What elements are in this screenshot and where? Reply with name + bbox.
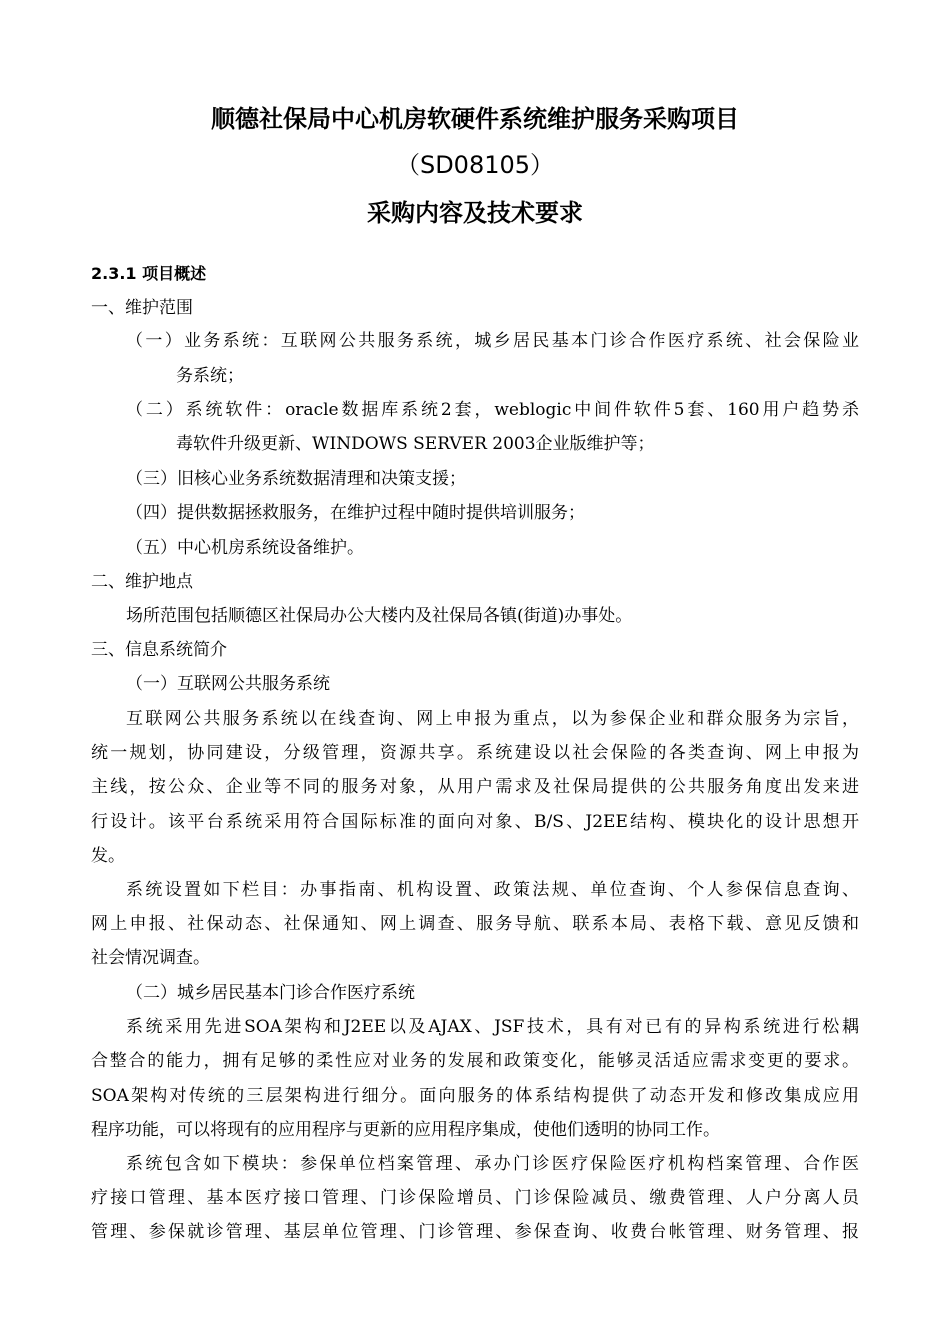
list-item: （一）互联网公共服务系统 — [126, 674, 330, 694]
paragraph-line: 系统设置如下栏目：办事指南、机构设置、政策法规、单位查询、个人参保信息查询、 — [126, 880, 859, 900]
list-item: 毒软件升级更新、WINDOWS SERVER 2003企业版维护等； — [176, 434, 655, 454]
paragraph-line: 系统采用先进SOA架构和J2EE以及AJAX、JSF技术，具有对已有的异构系统进行松耦 — [126, 1017, 859, 1037]
paragraph-line: 统一规划，协同建设，分级管理，资源共享。系统建设以社会保险的各类查询、网上申报为 — [91, 743, 859, 763]
list-item: 三、信息系统简介 — [91, 640, 227, 660]
paragraph-line: 社会情况调查。 — [91, 948, 210, 968]
document-title: 顺德社保局中心机房软硬件系统维护服务采购项目 — [211, 105, 739, 133]
paragraph-line: 发。 — [91, 846, 125, 866]
paragraph-line: 管理、参保就诊管理、基层单位管理、门诊管理、参保查询、收费台帐管理、财务管理、报 — [91, 1222, 859, 1242]
list-item: 一、维护范围 — [91, 298, 193, 318]
section-heading: 2.3.1 项目概述 — [91, 264, 207, 283]
list-item: （三）旧核心业务系统数据清理和决策支援； — [126, 469, 466, 489]
paragraph-line: SOA架构对传统的三层架构进行细分。面向服务的体系结构提供了动态开发和修改集成应用 — [91, 1086, 859, 1106]
paragraph-line: 行设计。该平台系统采用符合国际标准的面向对象、B/S、J2EE结构、模块化的设计思想开 — [91, 812, 859, 832]
list-item: （一）业务系统：互联网公共服务系统，城乡居民基本门诊合作医疗系统、社会保险业 — [126, 331, 859, 351]
paragraph-line: 程序功能，可以将现有的应用程序与更新的应用程序集成，使他们透明的协同工作。 — [91, 1120, 720, 1140]
paragraph-line: 合整合的能力，拥有足够的柔性应对业务的发展和政策变化，能够灵活适应需求变更的要求。 — [91, 1051, 859, 1071]
paragraph-line: 场所范围包括顺德区社保局办公大楼内及社保局各镇(街道)办事处。 — [126, 606, 633, 626]
paragraph-line: 网上申报、社保动态、社保通知、网上调查、服务导航、联系本局、表格下载、意见反馈和 — [91, 914, 859, 934]
project-code: （SD08105） — [395, 151, 555, 179]
list-item: （二）城乡居民基本门诊合作医疗系统 — [126, 983, 415, 1003]
paragraph-line: 疗接口管理、基本医疗接口管理、门诊保险增员、门诊保险减员、缴费管理、人户分离人员 — [91, 1188, 859, 1208]
list-item: 务系统； — [176, 366, 244, 386]
paragraph-line: 互联网公共服务系统以在线查询、网上申报为重点，以为参保企业和群众服务为宗旨， — [126, 709, 859, 729]
list-item: 二、维护地点 — [91, 572, 193, 592]
document-subtitle: 采购内容及技术要求 — [367, 199, 583, 227]
paragraph-line: 系统包含如下模块：参保单位档案管理、承办门诊医疗保险医疗机构档案管理、合作医 — [126, 1154, 859, 1174]
list-item: （四）提供数据拯救服务，在维护过程中随时提供培训服务； — [126, 503, 585, 523]
paragraph-line: 主线，按公众、企业等不同的服务对象，从用户需求及社保局提供的公共服务角度出发来进 — [91, 777, 859, 797]
list-item: （二）系统软件：oracle数据库系统2套，weblogic中间件软件5套、160用户趋势杀 — [126, 400, 859, 420]
list-item: （五）中心机房系统设备维护。 — [126, 538, 364, 558]
